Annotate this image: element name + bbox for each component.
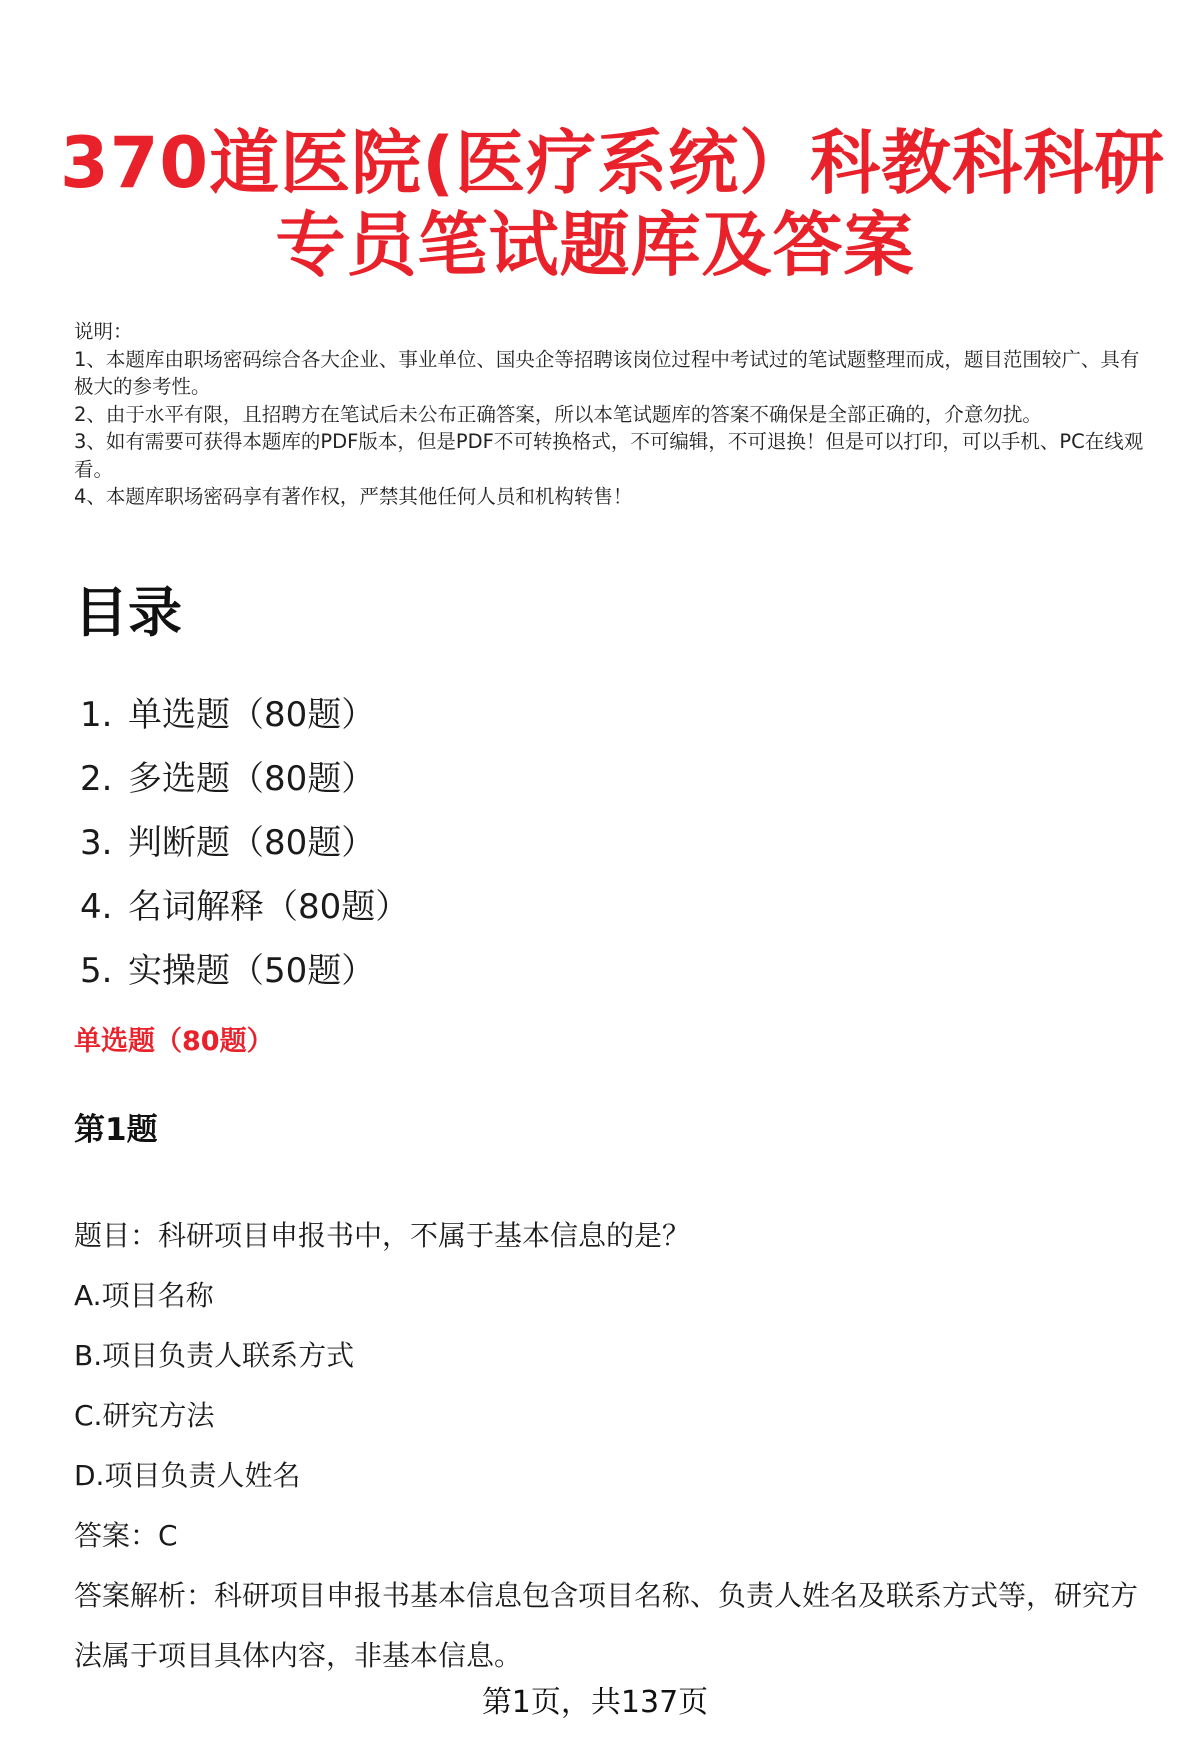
- note-item: 4、本题库职场密码享有著作权，严禁其他任何人员和机构转售！: [74, 485, 633, 508]
- note-item: 1、本题库由职场密码综合各大企业、事业单位、国央企等招聘该岗位过程中考试过的笔试题整理而成，题目范围较广、具有极大的参考性。: [74, 347, 1140, 398]
- answer-analysis: 答案解析：科研项目申报书基本信息包含项目名称、负责人姓名及联系方式等，研究方法属于项目具体内容，非基本信息。: [74, 1579, 1139, 1672]
- toc-item-true-false[interactable]: [80, 811, 409, 875]
- toc-item-number: 2.: [80, 759, 113, 799]
- question-stem: 题目：科研项目申报书中，不属于基本信息的是？: [74, 1219, 691, 1252]
- note-item: 2、由于水平有限，且招聘方在笔试后未公布正确答案，所以本笔试题库的答案不确保是全部正确的，介意勿扰。: [74, 402, 1042, 426]
- title-line-1: 370道医院(医疗系统）科教科科研: [60, 122, 1166, 204]
- note-item: 3、如有需要可获得本题库的PDF版本，但是PDF不可转换格式，不可编辑，不可退换！但是可以打印，可以手机、PC在线观看。: [74, 430, 1144, 481]
- title-line-2: 专员笔试题库及答案: [275, 204, 915, 286]
- toc-item-multiple-choice[interactable]: [80, 747, 409, 811]
- section-title: 单选题（80题）: [74, 1026, 274, 1057]
- toc-item-label: 单选题（80题）: [128, 695, 376, 735]
- option-c: C.研究方法: [74, 1399, 215, 1432]
- toc-item-label: 名词解释（80题）: [128, 887, 410, 927]
- toc-item-single-choice[interactable]: [80, 683, 409, 747]
- notes-block: [74, 318, 1154, 511]
- toc-item-term-definition[interactable]: [80, 875, 409, 939]
- toc-heading: 目录: [74, 581, 182, 644]
- toc-item-label: 判断题（80题）: [128, 823, 376, 863]
- toc-item-number: 4.: [80, 887, 113, 927]
- table-of-contents: [80, 683, 409, 1003]
- question-block: [74, 1206, 1164, 1686]
- answer: 答案：C: [74, 1519, 178, 1552]
- option-b: B.项目负责人联系方式: [74, 1339, 355, 1372]
- toc-item-number: 1.: [80, 695, 113, 735]
- page-footer: 第1页，共137页: [481, 1685, 709, 1720]
- option-d: D.项目负责人姓名: [74, 1459, 301, 1492]
- toc-item-number: 3.: [80, 823, 113, 863]
- toc-item-label: 实操题（50题）: [128, 951, 376, 991]
- question-number: 第1题: [74, 1112, 158, 1148]
- option-a: A.项目名称: [74, 1279, 214, 1312]
- notes-heading: 说明：: [74, 320, 133, 343]
- toc-item-practical[interactable]: [80, 939, 409, 1003]
- toc-item-number: 5.: [80, 951, 113, 991]
- document-title: [60, 122, 1166, 286]
- toc-item-label: 多选题（80题）: [128, 759, 376, 799]
